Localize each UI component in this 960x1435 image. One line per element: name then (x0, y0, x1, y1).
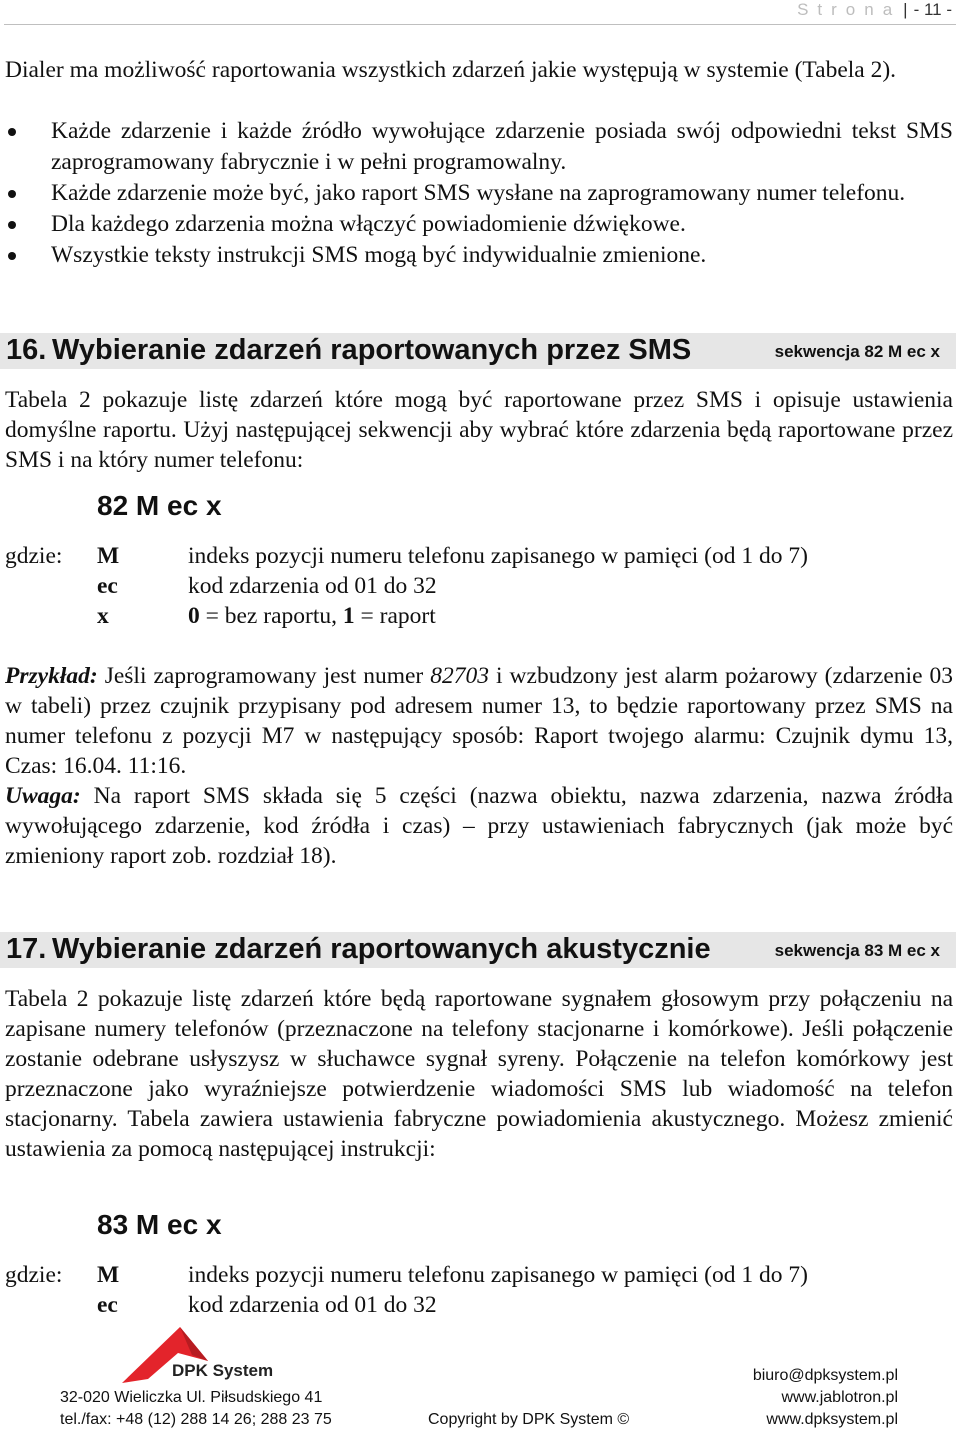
page-number: - 11 - (913, 0, 952, 19)
section-sequence: sekwencja 82 M ec x (774, 342, 940, 361)
list-item: Wszystkie teksty instrukcji SMS mogą być indywidualnie zmienione. (5, 240, 953, 271)
intro-paragraph (5, 55, 953, 85)
section-16-code: 82 M ec x (97, 490, 222, 521)
note-body: Na raport SMS składa się 5 części (nazwa obiektu, nazwa zdarzenia, nazwa źródła wywołującego zdarzenie, kod źródła i czas) – przy ustawieniach fabrycznych (jak może być zmieniony raport zob. rozdział 18). (5, 783, 953, 869)
param-key: M (97, 1262, 120, 1288)
header-separator: | (903, 0, 908, 19)
param-row (0, 1290, 960, 1320)
where-label: gdzie: (5, 543, 63, 569)
note-text (5, 781, 953, 871)
param-desc: indeks pozycji numeru telefonu zapisanego w pamięci (od 1 do 7) (188, 543, 808, 569)
section-sequence: sekwencja 83 M ec x (774, 941, 940, 960)
param-key: x (97, 603, 109, 629)
example-text-1: Jeśli zaprogramowany jest numer (97, 663, 431, 689)
param-desc: kod zdarzenia od 01 do 32 (188, 1292, 437, 1318)
param-row (0, 541, 960, 571)
example-number: 82703 (430, 663, 490, 689)
value-one: 1 (342, 603, 355, 629)
param-row (0, 571, 960, 601)
example-paragraph (5, 661, 953, 871)
list-item: Każde zdarzenie może być, jako raport SMS wysłane na zaprogramowany numer telefonu. (5, 178, 953, 209)
section-number: 16. (6, 334, 47, 366)
section-title: Wybieranie zdarzeń raportowanych akustycznie (52, 933, 711, 965)
section-title: Wybieranie zdarzeń raportowanych przez SMS (52, 334, 692, 366)
param-key: ec (97, 573, 118, 599)
value-zero-meaning: = bez raportu, (199, 603, 343, 629)
param-row (0, 1260, 960, 1290)
intro-text: Dialer ma możliwość raportowania wszystkich zdarzeń jakie występują w systemie (Tabela 2). (5, 57, 897, 83)
list-item: Każde zdarzenie i każde źródło wywołujące zdarzenie posiada swój odpowiedni tekst SMS zaprogramowany fabrycznie i w pełni programowalny. (5, 116, 953, 178)
param-desc (188, 601, 436, 631)
page-header (797, 0, 952, 20)
note-label: Uwaga: (5, 783, 81, 809)
section-number: 17. (6, 933, 47, 965)
feature-list (5, 116, 953, 271)
footer-web-dpk[interactable]: www.dpksystem.pl (766, 1411, 898, 1428)
header-strona: Strona (797, 0, 902, 19)
footer-email[interactable]: biuro@dpksystem.pl (752, 1367, 898, 1384)
param-desc: indeks pozycji numeru telefonu zapisanego w pamięci (od 1 do 7) (188, 1262, 808, 1288)
param-desc: kod zdarzenia od 01 do 32 (188, 573, 437, 599)
example-text-2: i wzbudzony jest alarm pożarowy (zdarzenie 03 w tabeli) przez czujnik przypisany pod adresem numer 13, to będzie raportowany przez SMS na numer telefonu z pozycji M7 w następujący sposób: Raport twojego alarmu: Czujnik dymu 13, Czas: 16.04. 11:16. (5, 663, 953, 779)
dpk-logo (118, 1325, 288, 1385)
header-divider (4, 24, 956, 25)
section-16-text (5, 385, 953, 475)
value-one-meaning: = raport (354, 603, 436, 629)
param-key: M (97, 543, 120, 569)
section-16-heading (0, 333, 956, 369)
param-key: ec (97, 1292, 118, 1318)
list-item: Dla każdego zdarzenia można włączyć powiadomienie dźwiękowe. (5, 209, 953, 240)
value-zero: 0 (188, 603, 200, 629)
section-17-text (5, 984, 953, 1164)
example-text (5, 661, 953, 781)
section-17-heading (0, 932, 956, 968)
footer-address: 32-020 Wieliczka Ul. Piłsudskiego 41 (60, 1389, 323, 1406)
logo-text: DPK System (172, 1361, 274, 1380)
param-row (0, 601, 960, 631)
where-label: gdzie: (5, 1262, 63, 1288)
footer-copyright: Copyright by DPK System © (428, 1411, 630, 1428)
section-17-paragraph: Tabela 2 pokazuje listę zdarzeń które będą raportowane sygnałem głosowym przy połączeniu na zapisane numery telefonów (przeznaczone na telefony stacjonarne i komórkowe). Jeśli połączenie zostanie odebrane usłyszysz w słuchawce sygnał syreny. Połączenie na telefon komórkowy jest przeznaczone jako wyraźniejsze potwierdzenie wiadomości SMS lub wiadomość na telefon stacjonarny. Tabela zawiera ustawienia fabryczne powiadomienia akustycznego. Możesz zmienić ustawienia za pomocą następującej instrukcji: (5, 986, 953, 1162)
example-label: Przykład: (5, 663, 98, 689)
section-17-code: 83 M ec x (97, 1209, 222, 1240)
footer-web-jablotron[interactable]: www.jablotron.pl (781, 1389, 898, 1406)
section-16-paragraph: Tabela 2 pokazuje listę zdarzeń które mogą być raportowane przez SMS i opisuje ustawienia domyślne raportu. Użyj następującej sekwencji aby wybrać które zdarzenia będą raportowane przez SMS i na który numer telefonu: (5, 387, 953, 473)
footer-phone: tel./fax: +48 (12) 288 14 26; 288 23 75 (60, 1411, 332, 1428)
